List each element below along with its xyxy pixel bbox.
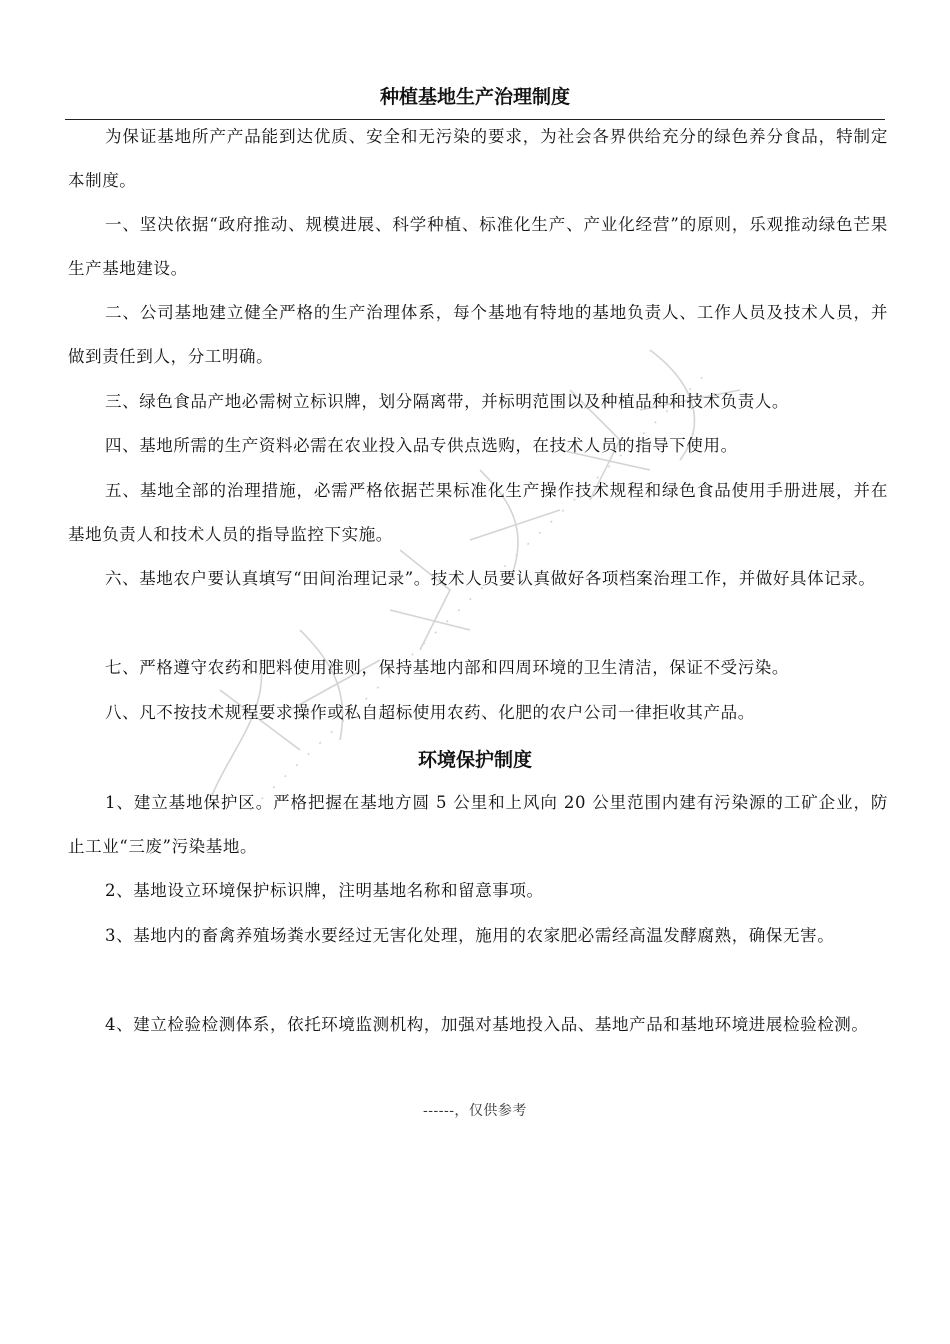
env-paragraph-4: 4、建立检验检测体系，依托环境监测机构，加强对基地投入品、基地产品和基地环境进展检验检测。 xyxy=(105,1015,869,1034)
rule-paragraph-4: 四、基地所需的生产资料必需在农业投入品专供点选购，在技术人员的指导下使用。 xyxy=(105,436,738,455)
document-title: 种植基地生产治理制度 xyxy=(379,86,570,108)
intro-paragraph: 为保证基地所产产品能到达优质、安全和无污染的要求，为社会各界供给充分的绿色养分食品，特制定本制度。 xyxy=(68,127,888,190)
rule-paragraph-2: 二、公司基地建立健全严格的生产治理体系，每个基地有特地的基地负责人、工作人员及技术人员，并做到责任到人，分工明确。 xyxy=(68,303,888,366)
footer-note: ------，仅供参考 xyxy=(423,1103,527,1119)
section-title: 环境保护制度 xyxy=(417,749,532,771)
rule-paragraph-7: 七、严格遵守农药和肥料使用准则，保持基地内部和四周环境的卫生清洁，保证不受污染。 xyxy=(105,658,789,677)
rule-paragraph-8: 八、凡不按技术规程要求操作或私自超标使用农药、化肥的农户公司一律拒收其产品。 xyxy=(105,703,755,722)
env-paragraph-1: 1、建立基地保护区。严格把握在基地方圆 5 公里和上风向 20 公里范围内建有污染源的工矿企业，防止工业“三废”污染基地。 xyxy=(68,793,888,856)
rule-paragraph-5: 五、基地全部的治理措施，必需严格依据芒果标准化生产操作技术规程和绿色食品使用手册进展，并在基地负责人和技术人员的指导监控下实施。 xyxy=(68,481,888,544)
rule-paragraph-1: 一、坚决依据“政府推动、规模进展、科学种植、标准化生产、产业化经营”的原则，乐观推动绿色芒果生产基地建设。 xyxy=(68,215,888,278)
env-paragraph-2: 2、基地设立环境保护标识牌，注明基地名称和留意事项。 xyxy=(105,881,544,900)
rule-paragraph-3: 三、绿色食品产地必需树立标识牌，划分隔离带，并标明范围以及种植品种和技术负责人。 xyxy=(105,392,789,411)
env-paragraph-3: 3、基地内的畜禽养殖场粪水要经过无害化处理，施用的农家肥必需经高温发酵腐熟，确保无害。 xyxy=(105,926,835,945)
rule-paragraph-6: 六、基地农户要认真填写“田间治理记录”。技术人员要认真做好各项档案治理工作，并做好具体记录。 xyxy=(105,569,876,588)
